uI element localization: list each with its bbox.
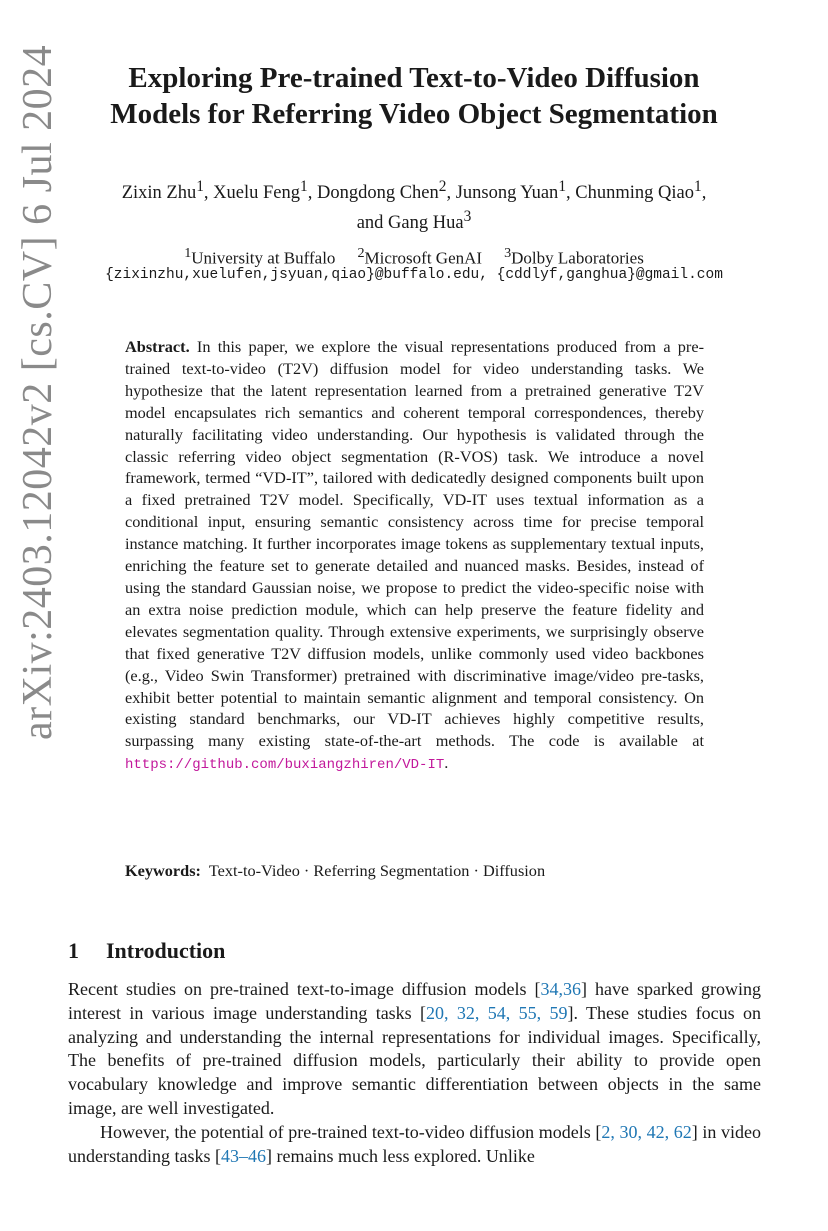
citation-link[interactable]: 2, 30, 42, 62 xyxy=(601,1121,692,1142)
author-affil-sup: 3 xyxy=(463,208,472,226)
paragraph-text: However, the potential of pre-trained text-to-video diffusion models [ xyxy=(100,1121,602,1142)
abstract-label: Abstract. xyxy=(125,337,190,356)
paragraph xyxy=(68,978,761,1121)
code-repo-link[interactable]: https://github.com/buxiangzhiren/VD-IT xyxy=(125,757,445,774)
keyword-item: Diffusion xyxy=(482,861,546,880)
author-emails: {zixinzhu,xuelufen,jsyuan,qiao}@buffalo.edu, {cddlyf,ganghua}@gmail.com xyxy=(105,267,723,283)
keyword-item: Text-to-Video xyxy=(208,861,300,880)
author-affil-sup: 2 xyxy=(438,178,447,195)
author-list: Zixin Zhu$^1$, Xuelu Feng$^1$, Dongdong Chen$^2$, Junsong Yuan$^1$, Chunming Qiao$^1$, and Gang Hua$^3$ xyxy=(121,178,707,234)
author-name: Dongdong Chen xyxy=(316,183,439,204)
section-title: Introduction xyxy=(106,938,226,963)
keyword-separator: · xyxy=(299,861,314,880)
title-line-2: Models for Referring Video Object Segmentation xyxy=(110,98,718,130)
author-name: Chunming Qiao xyxy=(575,183,694,204)
affiliation-name: Microsoft GenAI xyxy=(364,248,483,268)
abstract-text: In this paper, we explore the visual representations produced from a pre-trained text-to-video (T2V) diffusion model for video understanding tasks. We hypothesize that the latent representation learned from a pretrained generative T2V model encapsulates rich semantics and coherent temporal correspondences, thereby naturally facilitating video understanding. Our hypothesis is validated through the classic referring video object segmentation (R-VOS) task. We introduce a novel framework, termed “VD-IT”, tailored with dedicatedly designed components built upon a fixed pretrained T2V model. Specifically, VD-IT uses textual information as a conditional input, ensuring semantic consistency across time for precise temporal instance matching. It further incorporates image tokens as supplementary textual inputs, enriching the feature set to generate detailed and nuanced masks. Besides, instead of using the standard Gaussian noise, we propose to predict the video-specific noise with an extra noise prediction module, which can help preserve the feature fidelity and elevates segmentation quality. Through extensive experiments, we surprisingly observe that fixed generative T2V diffusion models, unlike commonly used video backbones (e.g., Video Swin Transformer) pretrained with discriminative image/video pre-tasks, exhibit better potential to maintain semantic alignment and temporal consistency. On existing standard benchmarks, our VD-IT achieves highly competitive results, surpassing many existing state-of-the-art methods. xyxy=(125,337,704,751)
paragraph xyxy=(68,1121,761,1169)
paragraph-text: ] in video understanding tasks [ xyxy=(68,1121,761,1166)
section-heading xyxy=(68,938,225,964)
keyword-item: Referring Segmentation xyxy=(313,861,470,880)
keywords-label: Keywords: xyxy=(125,861,201,880)
paragraph-text: ] remains much less explored. Unlike xyxy=(265,1145,535,1166)
citation-link[interactable]: 34,36 xyxy=(540,979,582,999)
keyword-separator: · xyxy=(469,861,483,880)
author-affil-sup: 1 xyxy=(300,178,308,195)
affiliation-name: Dolby Laboratories xyxy=(511,248,644,268)
author-affil-sup: 1 xyxy=(196,178,204,195)
paper-title xyxy=(60,60,768,132)
author-name: Junsong Yuan xyxy=(455,183,559,204)
affil-sup: 1 xyxy=(184,245,192,261)
abstract xyxy=(125,336,704,777)
author-affil-sup: 1 xyxy=(693,178,702,195)
affil-sup: 3 xyxy=(504,245,512,261)
title-line-1: Exploring Pre-trained Text-to-Video Diffusion xyxy=(128,62,700,94)
introduction-body xyxy=(68,978,761,1168)
code-suffix: . xyxy=(444,753,449,773)
arxiv-id-text: arXiv:2403.12042v2 [cs.CV] 6 Jul 2024 xyxy=(15,44,61,740)
section-number: 1 xyxy=(68,938,79,963)
keywords xyxy=(125,860,725,882)
author-name: Xuelu Feng xyxy=(213,183,300,204)
paragraph-text: Recent studies on pre-trained text-to-image diffusion models [ xyxy=(68,979,541,999)
author-name: and Gang Hua xyxy=(356,213,464,234)
author-affil-sup: 1 xyxy=(558,178,567,195)
affil-sup: 2 xyxy=(357,245,365,261)
citation-link[interactable]: 43–46 xyxy=(220,1145,266,1166)
code-availability-text: The code is available at xyxy=(509,731,704,751)
paragraph-text: ] have sparked growing interest in various image understanding tasks [ xyxy=(68,979,761,1023)
citation-link[interactable]: 20, 32, 54, 55, 59 xyxy=(426,1002,568,1023)
author-name: Zixin Zhu xyxy=(121,183,197,204)
affiliation-name: University at Buffalo xyxy=(191,248,336,268)
paragraph-text: ]. These studies focus on analyzing and understanding the internal representations for individual images. Specifically, The benefits of pre-trained diffusion models, particularly their ability to provide open vocabulary knowledge and improve semantic differentiation between objects in the same image, are well investigated. xyxy=(68,1002,761,1118)
